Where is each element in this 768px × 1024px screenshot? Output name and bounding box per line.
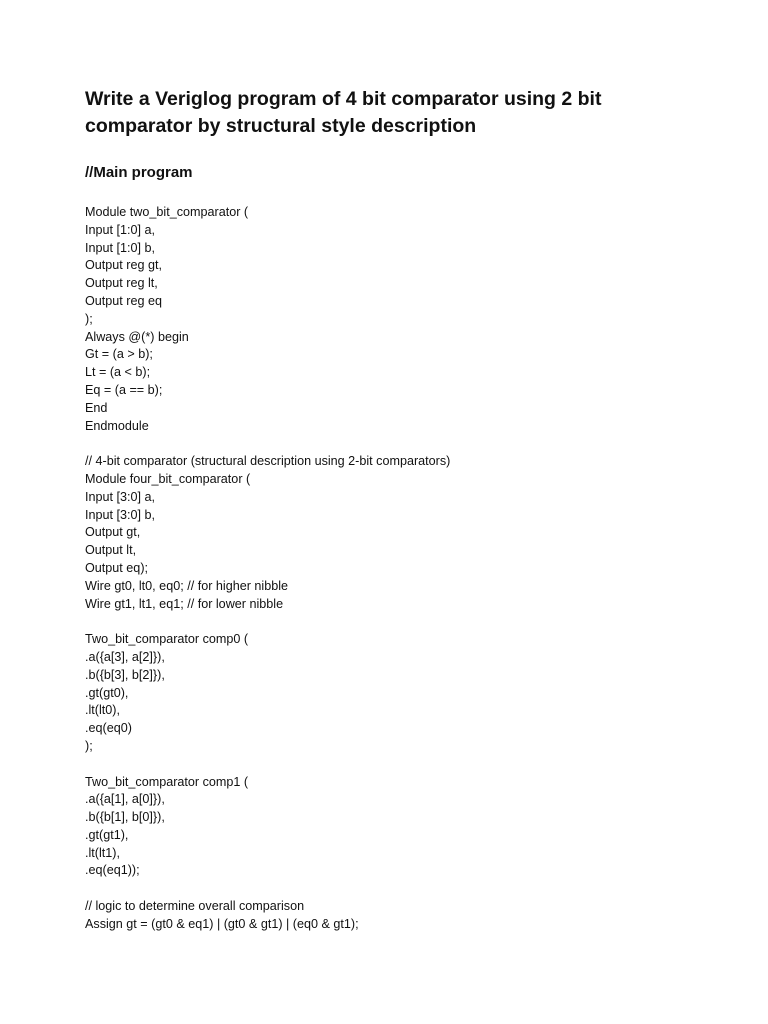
code-line: Module two_bit_comparator (: [85, 205, 249, 219]
code-line: .a({a[1], a[0]}),: [85, 792, 165, 807]
code-line: Output reg eq: [85, 293, 163, 308]
code-block: [85, 631, 705, 756]
code-line: Endmodule: [85, 418, 149, 433]
code-line: Output gt,: [85, 525, 141, 540]
code-line: Assign gt = (gt0 & eq1) | (gt0 & gt1) | (eq0 & gt1);: [85, 916, 359, 931]
code-line: Two_bit_comparator comp1 (: [85, 774, 249, 789]
code-line: End: [85, 400, 108, 415]
code-line: Wire gt1, lt1, eq1; // for lower nibble: [85, 596, 284, 611]
code-listing: [85, 204, 705, 934]
code-line: Eq = (a == b);: [85, 382, 163, 397]
code-line: Input [3:0] b,: [85, 507, 156, 522]
code-block: [85, 898, 705, 934]
code-block: [85, 453, 705, 613]
code-line: Input [3:0] a,: [85, 489, 156, 504]
code-line: Wire gt0, lt0, eq0; // for higher nibble: [85, 578, 289, 593]
code-line: .b({b[3], b[2]}),: [85, 667, 165, 682]
code-line: .eq(eq0): [85, 721, 132, 736]
code-line: Gt = (a > b);: [85, 347, 153, 362]
code-line: Always @(*) begin: [85, 329, 189, 344]
code-line: Output reg gt,: [85, 258, 163, 273]
code-line: Two_bit_comparator comp0 (: [85, 632, 249, 647]
code-line: .a({a[3], a[2]}),: [85, 649, 165, 664]
code-line: .b({b[1], b[0]}),: [85, 810, 165, 825]
code-line: Output lt,: [85, 543, 137, 558]
code-line: Module four_bit_comparator (: [85, 471, 251, 486]
code-line: .gt(gt1),: [85, 827, 129, 842]
code-line: .lt(lt1),: [85, 845, 120, 860]
code-line: Input [1:0] b,: [85, 240, 156, 255]
code-line: Input [1:0] a,: [85, 222, 156, 237]
code-line: .gt(gt0),: [85, 685, 129, 700]
code-line: Output eq);: [85, 560, 149, 575]
code-line: Lt = (a < b);: [85, 365, 151, 380]
code-line: Output reg lt,: [85, 276, 158, 291]
code-line: // 4-bit comparator (structural description using 2-bit comparators): [85, 454, 451, 469]
section-heading: //Main program: [85, 164, 193, 181]
code-block: [85, 774, 705, 881]
code-line: );: [85, 311, 93, 326]
document-content: [85, 86, 705, 934]
code-line: .lt(lt0),: [85, 703, 120, 718]
code-block: [85, 204, 705, 435]
code-line: );: [85, 738, 93, 753]
document-title: Write a Veriglog program of 4 bit comparator using 2 bit comparator by structural style description: [85, 88, 602, 137]
code-line: .eq(eq1));: [85, 863, 140, 878]
code-line: // logic to determine overall comparison: [85, 899, 305, 914]
